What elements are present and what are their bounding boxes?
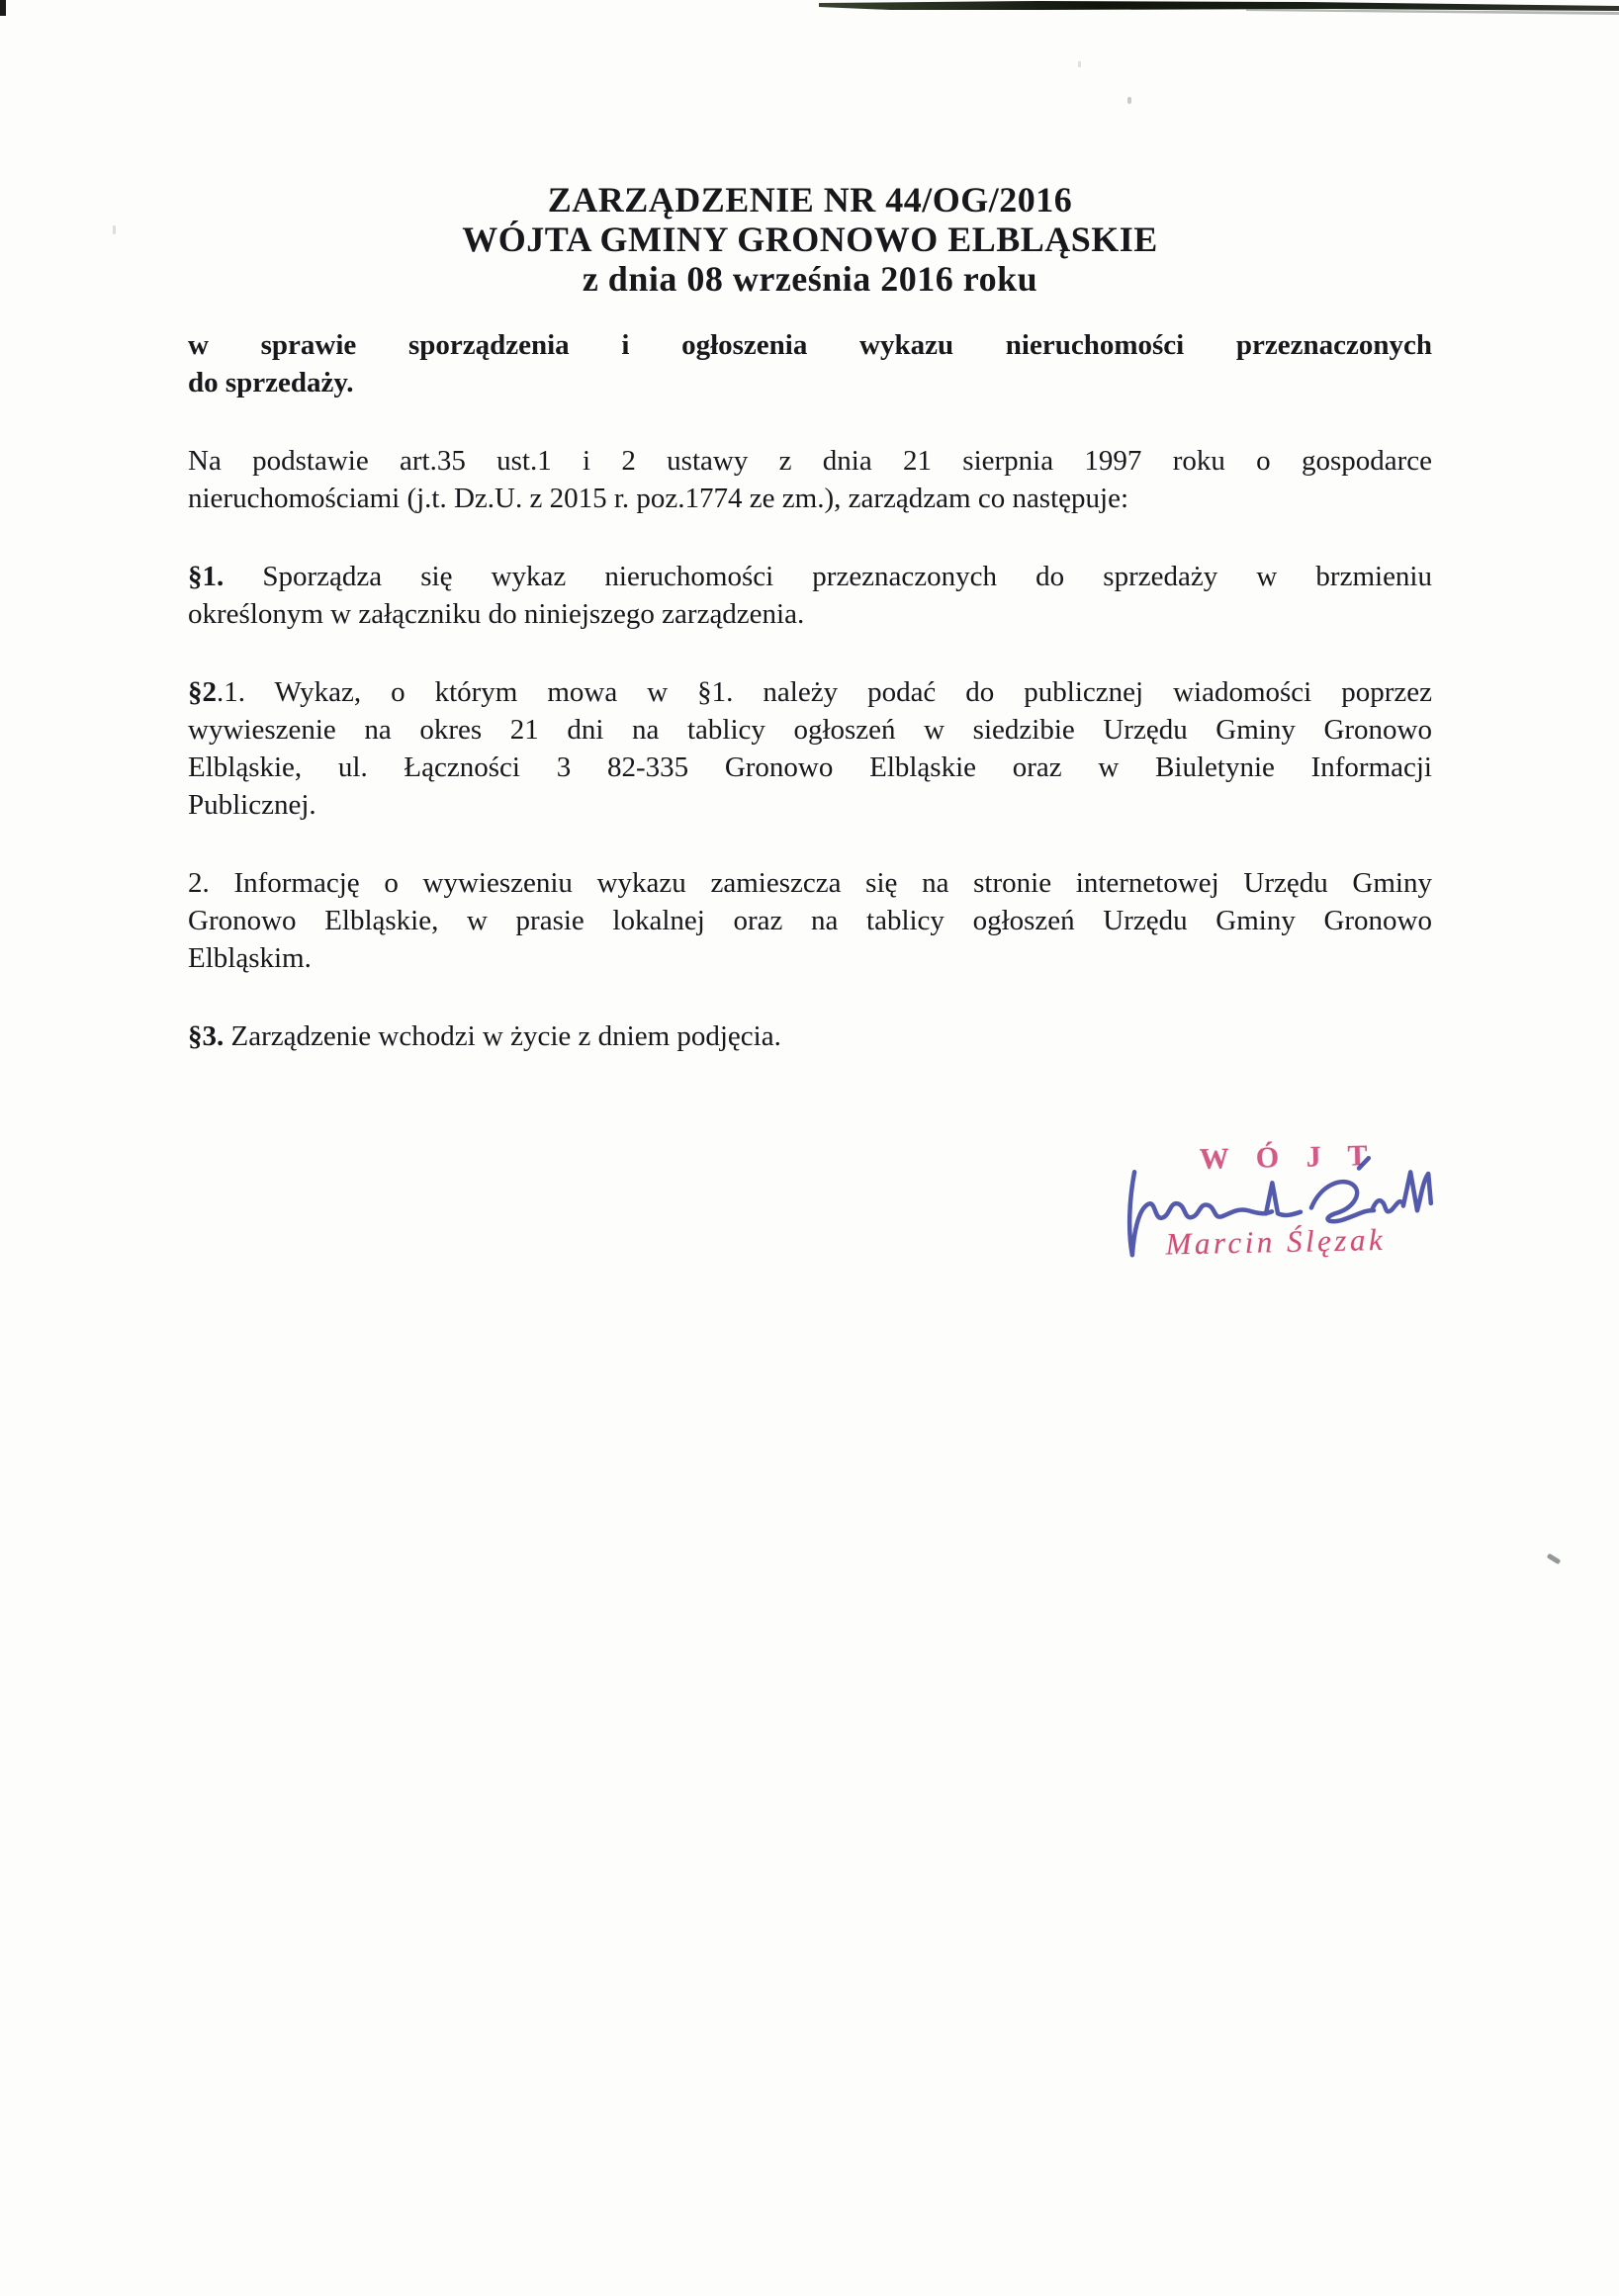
section-2-line: Elbląskie, ul. Łączności 3 82-335 Gronowo Elbląskie oraz w Biuletynie Informacji [188, 751, 1432, 783]
section-2-item-2-line: 2. Informację o wywieszeniu wykazu zamieszcza się na stronie internetowej Urzędu Gminy [188, 867, 1432, 899]
section-2-line [188, 673, 1432, 711]
section-2-text: .1. Wykaz, o którym mowa w §1. należy podać do publicznej wiadomości poprzez [217, 676, 1432, 708]
section-3-paragraph [188, 1017, 1432, 1055]
subject-paragraph [188, 326, 1432, 401]
section-2-paragraph [188, 673, 1432, 824]
subject-line: do sprzedaży. [188, 367, 354, 398]
legal-basis-line: Na podstawie art.35 ust.1 i 2 ustawy z dnia 21 sierpnia 1997 roku o gospodarce [188, 445, 1432, 477]
scan-speck [1127, 97, 1131, 104]
document-title [188, 180, 1432, 299]
title-ordinance-number: ZARZĄDZENIE NR 44/OG/2016 [547, 180, 1073, 220]
subject-line: w sprawie sporządzenia i ogłoszenia wykazu nieruchomości przeznaczonych [188, 329, 1432, 361]
scan-speck [1078, 61, 1081, 67]
section-3-number: §3. [188, 1020, 225, 1052]
section-3-text: Zarządzenie wchodzi w życie z dniem podjęcia. [224, 1020, 781, 1052]
scan-speck [113, 225, 116, 234]
scan-corner-artifact [0, 0, 6, 16]
title-date: z dnia 08 września 2016 roku [582, 259, 1038, 299]
scan-edge-artifact [0, 0, 1619, 22]
section-2-line: wywieszenie na okres 21 dni na tablicy ogłoszeń w siedzibie Urzędu Gminy Gronowo [188, 714, 1432, 746]
section-2-line: Publicznej. [188, 789, 316, 821]
section-3-line [188, 1017, 1432, 1055]
section-1-text: Sporządza się wykaz nieruchomości przeznaczonych do sprzedaży w brzmieniu [224, 561, 1432, 592]
scan-speck [1547, 1553, 1562, 1565]
section-2-item-2-paragraph [188, 864, 1432, 977]
section-1-number: §1. [188, 561, 225, 592]
stamp-role-text: W Ó J T [1199, 1139, 1378, 1176]
section-2-item-2-line: Elbląskim. [188, 942, 312, 974]
official-stamp [1114, 1129, 1458, 1294]
section-1-paragraph [188, 558, 1432, 633]
section-2-number: §2 [188, 676, 217, 708]
legal-basis-line: nieruchomościami (j.t. Dz.U. z 2015 r. poz.1774 ze zm.), zarządzam co następuje: [188, 483, 1129, 514]
legal-basis-paragraph [188, 442, 1432, 517]
section-1-line [188, 558, 1432, 595]
title-issuer: WÓJTA GMINY GRONOWO ELBLĄSKIE [462, 220, 1158, 259]
stamp-name-text: Marcin Ślęzak [1165, 1221, 1387, 1262]
section-2-item-2-line: Gronowo Elbląskie, w prasie lokalnej oraz na tablicy ogłoszeń Urzędu Gminy Gronowo [188, 905, 1432, 936]
section-1-line: określonym w załączniku do niniejszego zarządzenia. [188, 598, 805, 630]
